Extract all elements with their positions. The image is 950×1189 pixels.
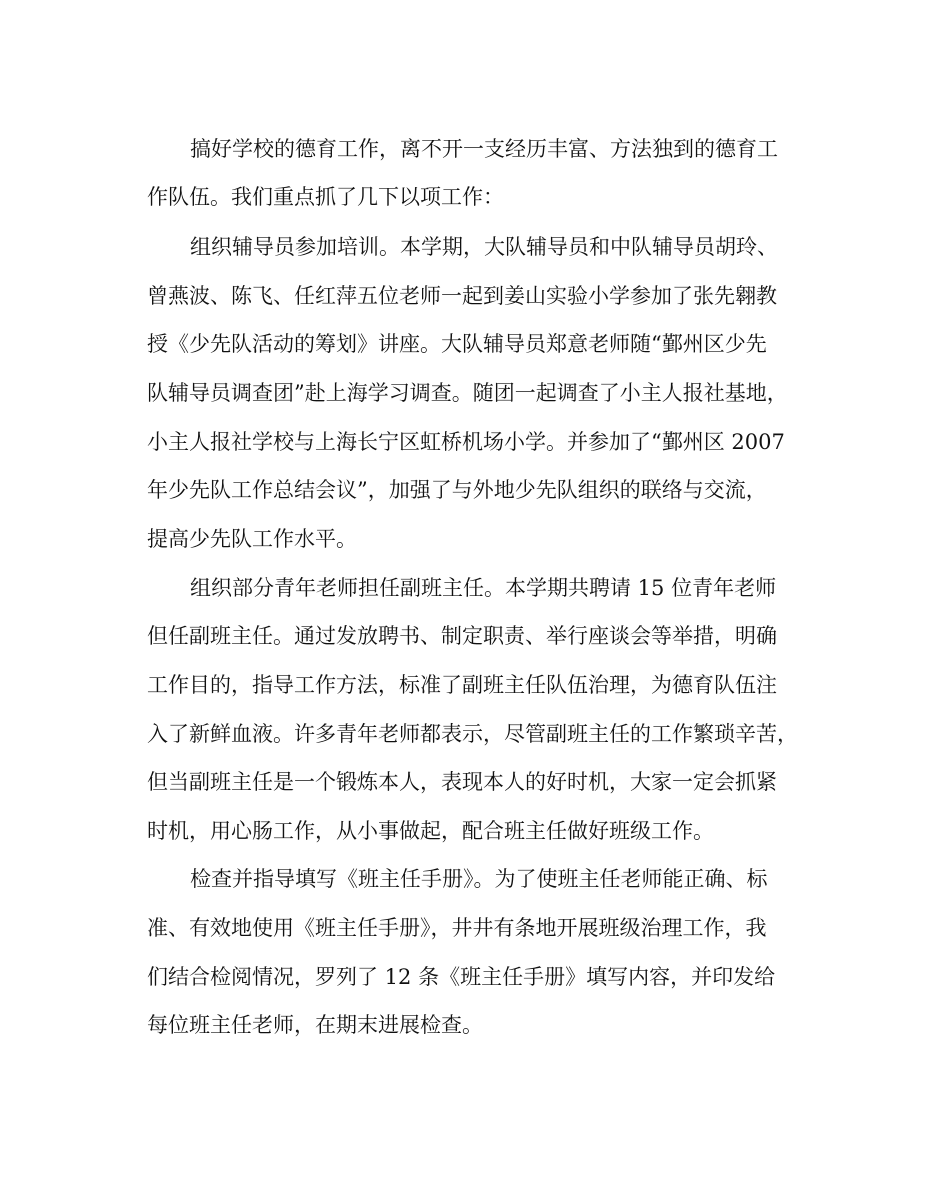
text-line: 但当副班主任是一个锻炼本人，表现本人的好时机，大家一定会抓紧	[147, 770, 777, 794]
text-line: 队辅导员调查团”赴上海学习调查。随团一起调查了小主人报社基地，	[147, 381, 788, 405]
text-line: 但任副班主任。通过发放聘书、制定职责、举行座谈会等举措，明确	[147, 624, 777, 648]
text-line: 们结合检阅情况，罗列了 12 条《班主任手册》填写内容，并印发给	[147, 965, 776, 989]
text-line: 作队伍。我们重点抓了几下以项工作：	[147, 185, 504, 209]
text-line: 检查并指导填写《班主任手册》。为了使班主任老师能正确、标	[190, 867, 768, 891]
text-line: 入了新鲜血液。许多青年老师都表示，尽管副班主任的工作繁琐辛苦，	[147, 722, 798, 746]
text-line: 组织部分青年老师担任副班主任。本学期共聘请 15 位青年老师	[190, 576, 777, 600]
text-line: 小主人报社学校与上海长宁区虹桥机场小学。并参加了“鄞州区 2007	[147, 430, 785, 454]
text-line: 授《少先队活动的筹划》讲座。大队辅导员郑意老师随“鄞州区少先	[147, 332, 767, 356]
text-line: 年少先队工作总结会议”，加强了与外地少先队组织的联络与交流，	[147, 478, 767, 502]
text-line: 时机，用心肠工作，从小事做起，配合班主任做好班级工作。	[147, 819, 714, 843]
text-line: 每位班主任老师，在期末进展检查。	[147, 1013, 483, 1037]
text-line: 工作目的，指导工作方法，标准了副班主任队伍治理，为德育队伍注	[147, 673, 777, 697]
text-line: 组织辅导员参加培训。本学期，大队辅导员和中队辅导员胡玲、	[190, 235, 778, 259]
text-line: 准、有效地使用《班主任手册》，井井有条地开展班级治理工作，我	[147, 916, 767, 940]
text-line: 搞好学校的德育工作，离不开一支经历丰富、方法独到的德育工	[190, 137, 778, 161]
text-line: 提高少先队工作水平。	[147, 527, 357, 551]
text-line: 曾燕波、陈飞、任红萍五位老师一起到姜山实验小学参加了张先翱教	[147, 284, 777, 308]
